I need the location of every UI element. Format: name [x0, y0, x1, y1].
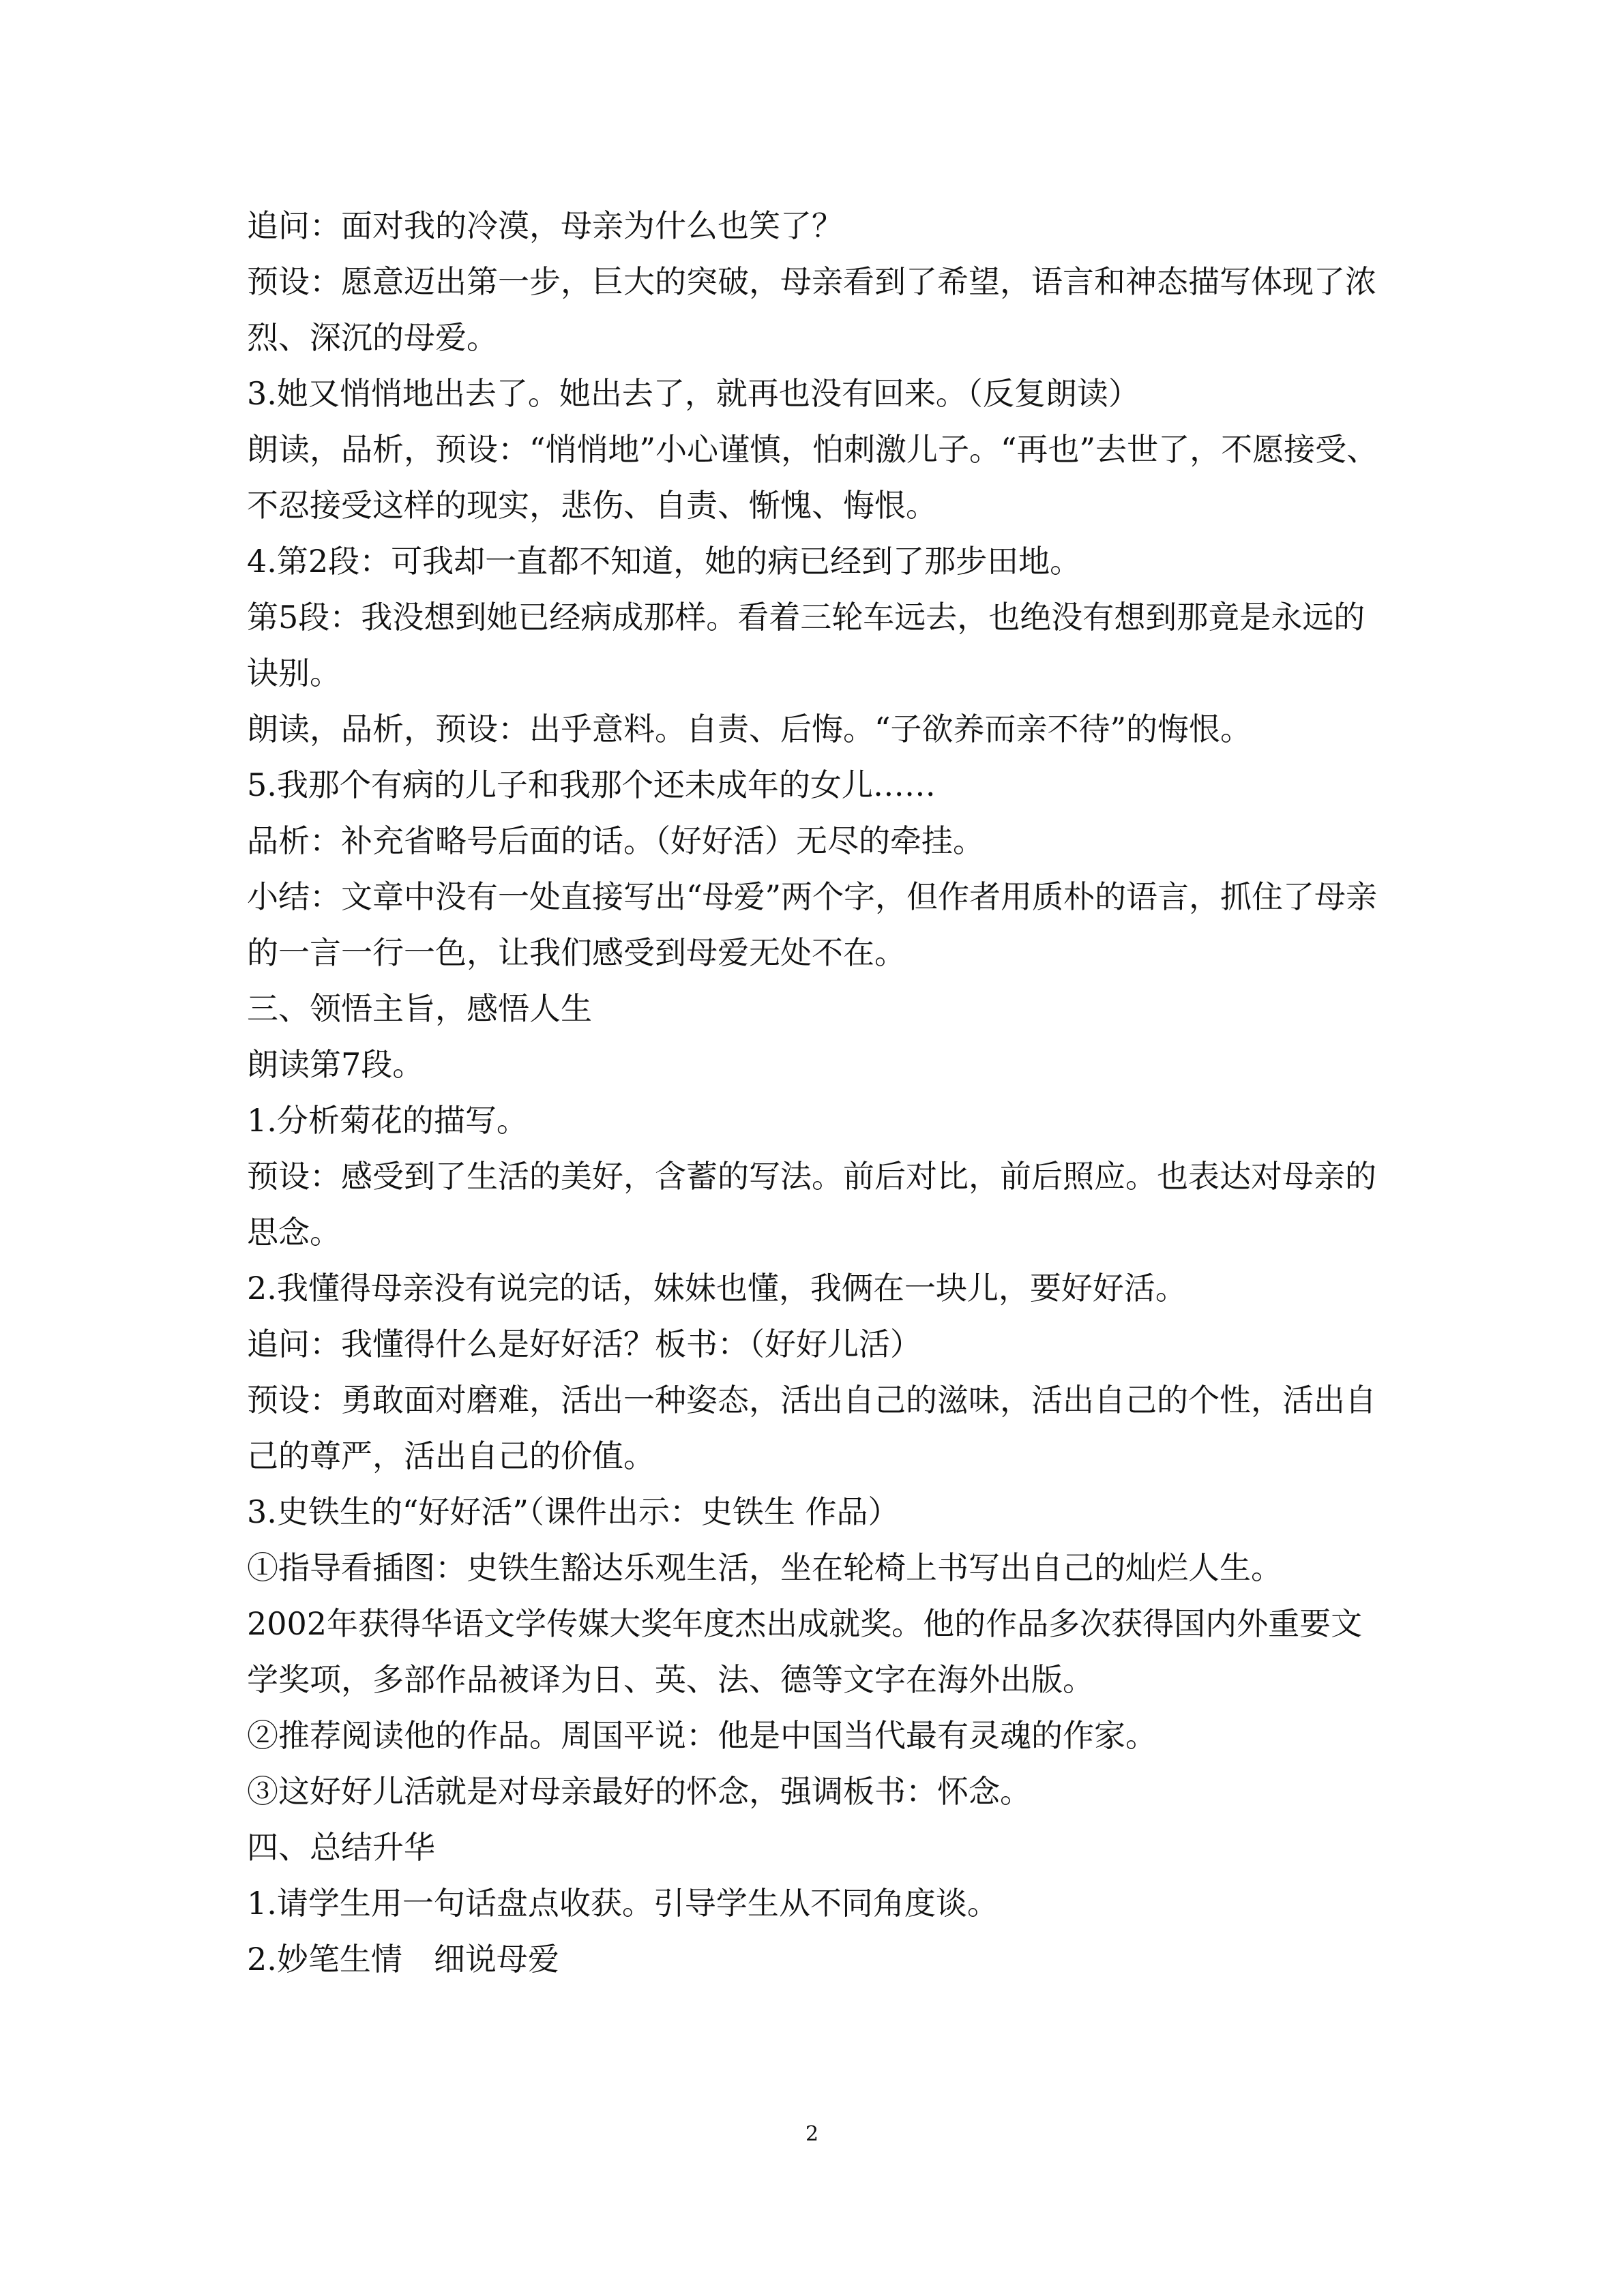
paragraph-item-1: 1.分析菊花的描写。	[247, 1102, 528, 1139]
section-heading-3: 三、领悟主旨，感悟人生	[247, 990, 592, 1027]
paragraph-circled-1: ①指导看插图：史铁生豁达乐观生活，坐在轮椅上书写出自己的灿烂人生。	[247, 1549, 1282, 1586]
paragraph-preset-answer: 预设：愿意迈出第一步，巨大的突破，母亲看到了希望，语言和神态描写体现了浓烈、深沉的母爱。	[247, 263, 1376, 356]
paragraph-circled-2: ②推荐阅读他的作品。周国平说：他是中国当代最有灵魂的作家。	[247, 1717, 1157, 1754]
paragraph-preset-3: 预设：感受到了生活的美好，含蓄的写法。前后对比，前后照应。也表达对母亲的思念。	[247, 1158, 1376, 1251]
paragraph-item-1b: 1.请学生用一句话盘点收获。引导学生从不同角度谈。	[247, 1885, 999, 1922]
paragraph-section-5: 第5段：我没想到她已经病成那样。看着三轮车远去，也绝没有想到那竟是永远的诀别。	[247, 599, 1365, 691]
document-body	[247, 198, 1393, 1987]
paragraph-summary: 小结：文章中没有一处直接写出“母爱”两个字，但作者用质朴的语言，抓住了母亲的一言一行一色，让我们感受到母爱无处不在。	[247, 878, 1378, 971]
paragraph-analysis: 品析：补充省略号后面的话。（好好活）无尽的牵挂。	[247, 822, 984, 859]
paragraph-item-5: 5.我那个有病的儿子和我那个还未成年的女儿……	[247, 766, 936, 803]
paragraph-item-2b: 2.妙笔生情 细说母爱	[247, 1941, 559, 1978]
paragraph-item-3b: 3.史铁生的“好好活”（课件出示：史铁生 作品）	[247, 1493, 900, 1530]
paragraph-award: 2002年获得华语文学传媒大奖年度杰出成就奖。他的作品多次获得国内外重要文学奖项，多部作品被译为日、英、法、德等文字在海外出版。	[247, 1605, 1363, 1698]
paragraph-item-2: 2.我懂得母亲没有说完的话，妹妹也懂，我俩在一块儿，要好好活。	[247, 1270, 1187, 1307]
paragraph-followup-2: 追问：我懂得什么是好好活？板书：（好好儿活）	[247, 1326, 921, 1362]
paragraph-item-4: 4.第2段：可我却一直都不知道，她的病已经到了那步田地。	[247, 543, 1082, 580]
paragraph-preset-4: 预设：勇敢面对磨难，活出一种姿态，活出自己的滋味，活出自己的个性，活出自己的尊严，活出自己的价值。	[247, 1382, 1376, 1474]
page-number: 2	[805, 2122, 819, 2146]
paragraph-circled-3: ③这好好儿活就是对母亲最好的怀念，强调板书：怀念。	[247, 1773, 1031, 1810]
paragraph-reading-analysis: 朗读，品析，预设：“悄悄地”小心谨慎，怕刺激儿子。“再也”去世了，不愿接受、不忍接受这样的现实，悲伤、自责、惭愧、悔恨。	[247, 431, 1378, 524]
paragraph-read-section-7: 朗读第7段。	[247, 1046, 424, 1083]
paragraph-followup-question: 追问：面对我的冷漠，母亲为什么也笑了？	[247, 207, 843, 244]
section-heading-4: 四、总结升华	[247, 1829, 435, 1866]
paragraph-reading-analysis-2: 朗读，品析，预设：出乎意料。自责、后悔。“子欲养而亲不待”的悔恨。	[247, 711, 1252, 747]
paragraph-item-3: 3.她又悄悄地出去了。她出去了，就再也没有回来。（反复朗读）	[247, 375, 1140, 412]
